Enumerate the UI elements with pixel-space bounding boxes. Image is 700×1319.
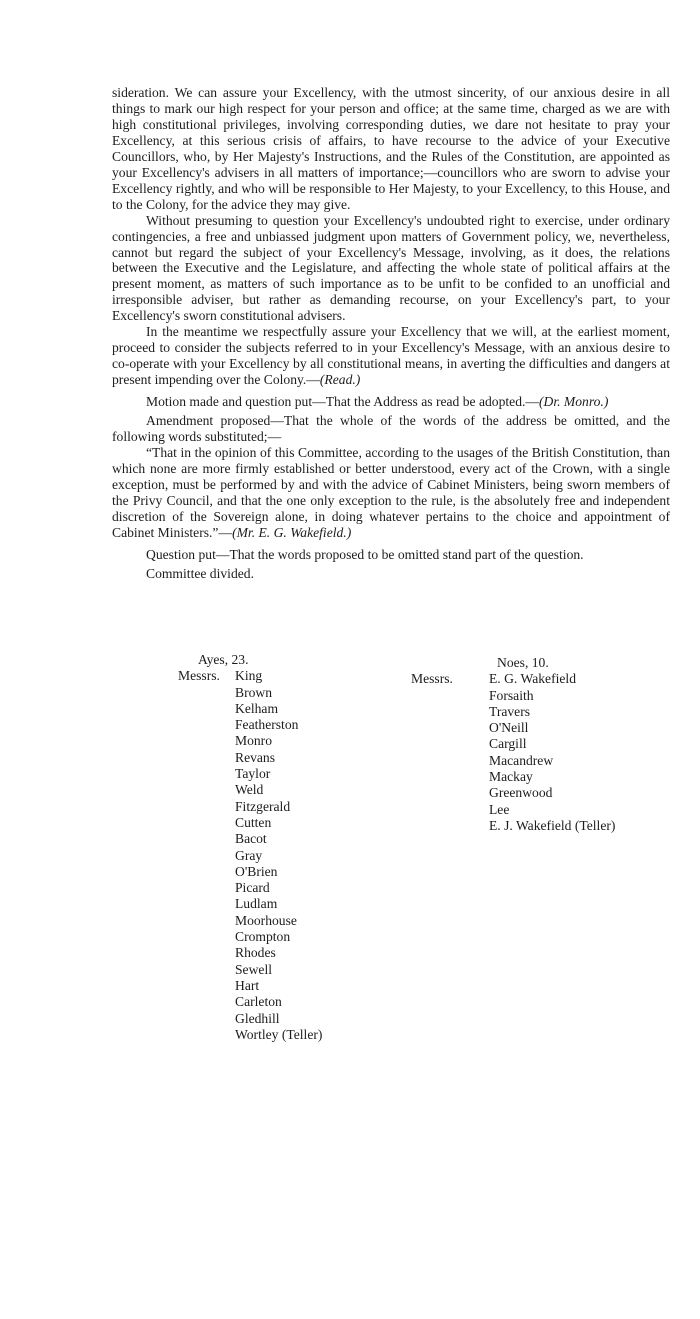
member-name: Sewell <box>235 961 272 977</box>
member-name: Weld <box>235 782 264 798</box>
committee-divided: Committee divided. <box>146 565 254 581</box>
member-name: Picard <box>235 880 270 896</box>
member-name: Fitzgerald <box>235 798 291 814</box>
question-paragraph: Question put—That the words proposed to be omitted stand part of the question. <box>146 546 584 562</box>
member-name: Cutten <box>235 814 272 830</box>
wakefield-attribution: (Mr. E. G. Wakefield.) <box>232 524 352 540</box>
member-name: Bacot <box>235 831 267 847</box>
member-name: Crompton <box>235 929 291 945</box>
member-name: E. G. Wakefield <box>489 671 576 687</box>
noes-messrs: Messrs. <box>411 671 453 687</box>
amendment-quote: “That in the opinion of this Committee, according to the usages of the British Constitution, than which none are more firmly established or better understood, every act of the Crown, with a single exception, must be performed by and with the advice of Cabinet Ministers, being sworn members of the Privy Council, and that the one only exception to the rule, is the absolutely free and independent discretion of the Sovereign alone, in doing whatever pertains to the choice and appointment of Cabinet Ministers.”—(Mr. E. G. Wakefield.) <box>112 444 670 540</box>
amendment-paragraph: Amendment proposed—That the whole of the words of the address be omitted, and the following words substituted;— <box>112 413 670 445</box>
address-paragraph-2: Without presuming to question your Excellency's undoubted right to exercise, under ordinary contingencies, a free and unbiassed judgment upon matters of Government policy, we, nevertheless, cannot but regard the subject of your Excellency's Message, involving, as it does, the relations between the Executive and the Legislature, and affecting the whole state of political affairs at the present moment, as matters of such importance as to be unfit to be confided to an unofficial and irresponsible adviser, but rather as demanding recourse, on your Excellency's part, to your Excellency's sworn constitutional advisers. <box>112 212 670 324</box>
member-name: Gray <box>235 847 263 863</box>
member-name: O'Brien <box>235 863 278 879</box>
member-name: Cargill <box>489 736 527 752</box>
ayes-first-row <box>178 668 322 684</box>
member-name: Rhodes <box>235 945 276 961</box>
member-name: Mackay <box>489 769 533 785</box>
member-name: Ludlam <box>235 896 278 912</box>
member-name: Forsaith <box>489 687 534 703</box>
noes-names <box>489 688 615 835</box>
member-name: O'Neill <box>489 720 529 736</box>
member-name: Macandrew <box>489 752 554 768</box>
address-paragraph-3: In the meantime we respectfully assure your Excellency that we will, at the earliest moment, proceed to consider the subjects referred to in your Excellency's Message, with an anxious desire to co-operate with your Excellency by all constitutional means, in averting the difficulties and dangers at present impending over the Colony.—(Read.) <box>112 324 670 388</box>
member-name: Wortley (Teller) <box>235 1026 323 1042</box>
member-name: Monro <box>235 733 273 749</box>
member-name: Revans <box>235 749 276 765</box>
ayes-title: Ayes, 23. <box>198 652 249 667</box>
member-name: Taylor <box>235 766 271 782</box>
member-name: Hart <box>235 977 260 993</box>
member-name: Gledhill <box>235 1010 280 1026</box>
member-name: Lee <box>489 801 510 817</box>
address-paragraph-1: sideration. We can assure your Excellency, with the utmost sincerity, of our anxious desire in all things to mark our high respect for your person and office; at the same time, charged as we are with high constitutional privileges, involving corresponding duties, we dare not hesitate to pray your Excellency, at this serious crisis of affairs, to have recourse to the advice of your Executive Councillors, who, by Her Majesty's Instructions, and the Rules of the Constitution, are appointed as your Excellency's advisers in all matters of importance;—councillors who are sworn to advise your Excellency rightly, and who will be responsible to Her Majesty, to your Excellency, to this House, and to the Colony, for the advice they may give. <box>112 85 670 212</box>
member-name: Brown <box>235 684 273 700</box>
member-name: Travers <box>489 703 531 719</box>
motion-paragraph: Motion made and question put—That the Address as read be adopted.—(Dr. Monro.) <box>146 394 609 410</box>
member-name: Moorhouse <box>235 912 297 928</box>
noes-list <box>411 655 615 834</box>
ayes-messrs: Messrs. <box>178 668 220 684</box>
proceedings-text <box>112 85 670 582</box>
member-name: Featherston <box>235 717 299 733</box>
ayes-list <box>178 652 322 1043</box>
member-name: E. J. Wakefield (Teller) <box>489 817 616 833</box>
member-name: Greenwood <box>489 785 553 801</box>
member-name: Carleton <box>235 994 282 1010</box>
read-attribution: (Read.) <box>319 372 361 388</box>
member-name: King <box>235 668 263 684</box>
noes-title: Noes, 10. <box>497 655 549 670</box>
member-name: Kelham <box>235 700 279 716</box>
munro-attribution: (Dr. Monro.) <box>539 394 609 410</box>
noes-first-row <box>411 671 615 687</box>
ayes-names <box>235 685 322 1044</box>
